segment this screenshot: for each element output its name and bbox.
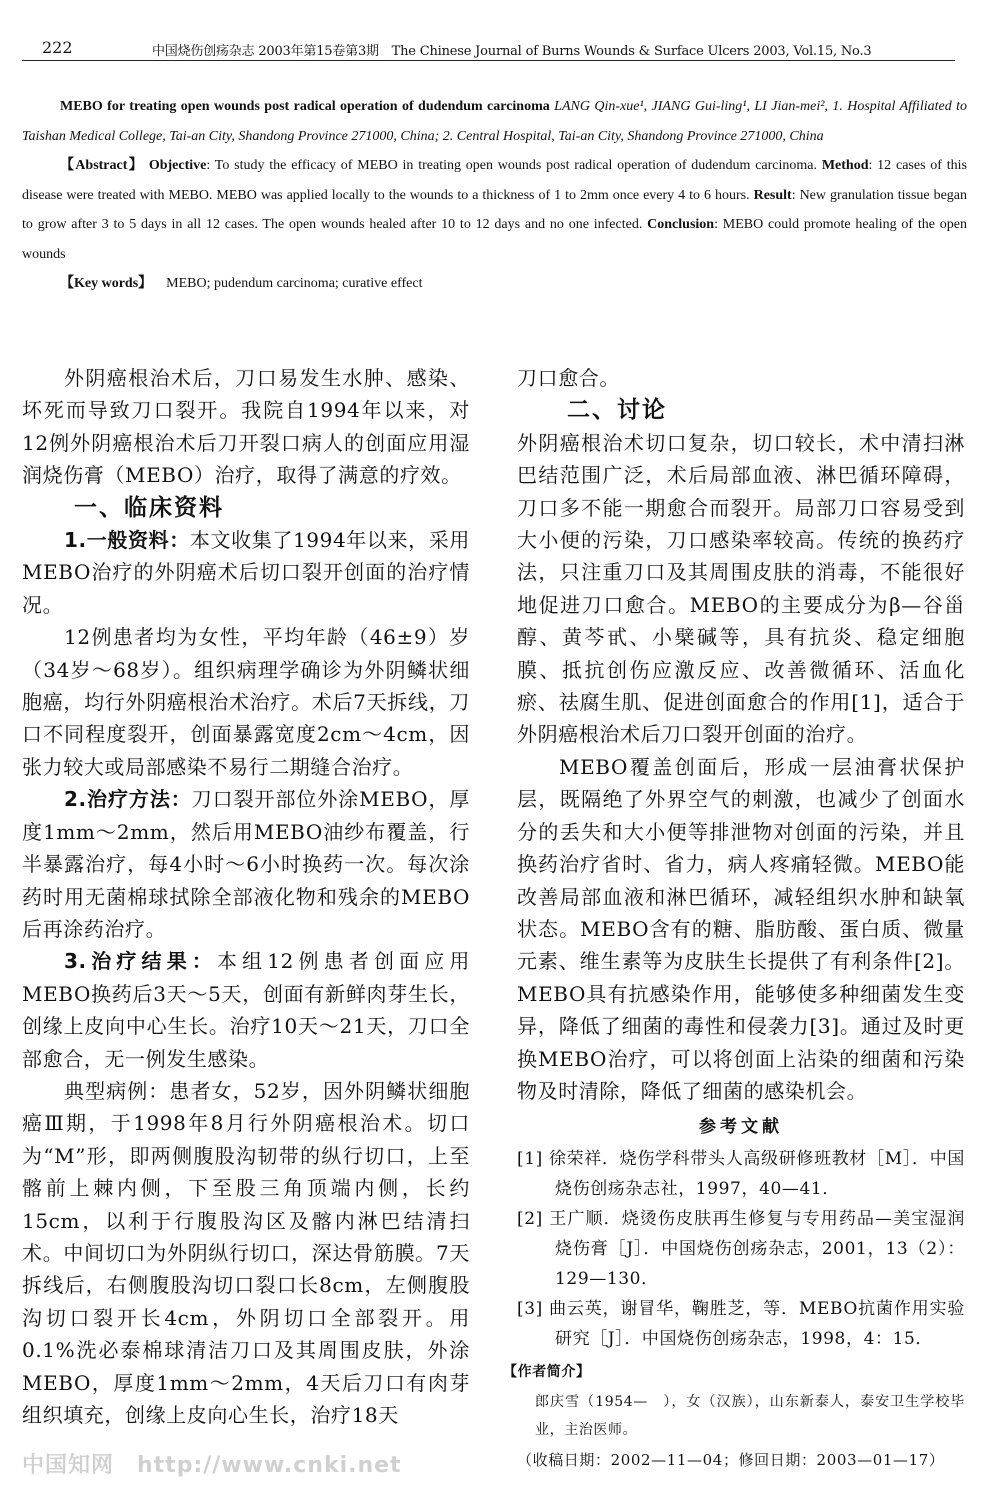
objective-text: : To study the efficacy of MEBO in treating open wounds post radical operation of dudendum carcinoma. bbox=[206, 158, 817, 173]
author-intro-heading: 【作者简介】 bbox=[503, 1363, 591, 1380]
keywords-label: 【Key words】 bbox=[60, 276, 153, 291]
abstract-authors: LANG Qin-xue¹, JIANG Gui-ling¹, LI Jian-mei², 1. Hospital Affiliated to Taishan Medical College, Tai-an City, Shandong Province 271000, China; 2. Central Hospital, Tai-an City, Shandong Province 271000, China bbox=[22, 99, 968, 144]
method-text-cn: 刀口裂开部位外涂MEBO，厚度1mm～2mm，然后用MEBO油纱布覆盖，行半暴露治疗，每4小时～6小时换药一次。每次涂药时用无菌棉球拭除全部液化物和残余的MEBO后再涂药治疗。 bbox=[22, 787, 470, 941]
result-label: Result bbox=[753, 187, 792, 203]
section-1-heading: 一、临床资料 bbox=[74, 494, 224, 521]
conclusion-text: : MEBO could promote healing of the open wounds bbox=[22, 217, 968, 262]
result-text: : New granulation tissue began to grow after 3 to 5 days in all 12 cases. The open wounds healed after 10 to 12 days and no one infected. bbox=[22, 187, 968, 232]
left-column bbox=[22, 362, 470, 1431]
watermark: 中国知网 http://www.cnki.net bbox=[22, 1453, 402, 1478]
general-data-label: 1.一般资料： bbox=[64, 528, 190, 553]
page-number: 222 bbox=[42, 38, 73, 57]
general-data-paragraph bbox=[22, 524, 470, 621]
general-data-text: 本文收集了1994年以来，采用MEBO治疗的外阴癌术后切口裂开创面的治疗情况。 bbox=[22, 528, 471, 617]
discussion-paragraph-2: MEBO覆盖创面后，形成一层油膏状保护层，既隔绝了外界空气的刺激，也减少了创面水分的丢失和大小便等排泄物对创面的污染，并且换药治疗省时、省力，病人疼痛轻微。MEBO能改善局部血液和淋巴循环，减轻组织水肿和缺氧状态。MEBO含有的糖、脂肪酸、蛋白质、微量元素、维生素等为皮肤生长提供了有利条件[2]。MEBO具有抗感染作用，能够使多种细菌发生变异，降低了细菌的毒性和侵袭力[3]。通过及时更换MEBO治疗，可以将创面上沾染的细菌和污染物及时清除，降低了细菌的感染机会。 bbox=[517, 754, 965, 1103]
result-paragraph bbox=[22, 945, 470, 1075]
keywords-text: MEBO; pudendum carcinoma; curative effect bbox=[166, 276, 423, 291]
reference-item: [3] 曲云英，谢冒华，鞠胜芝，等．MEBO抗菌作用实验研究［J］．中国烧伤创疡杂志，1998，4：15． bbox=[517, 1298, 965, 1349]
section-2-heading: 二、讨论 bbox=[567, 397, 667, 424]
method-label-cn: 2.治疗方法： bbox=[64, 787, 192, 812]
method-label: Method bbox=[821, 158, 869, 173]
journal-line: 中国烧伤创疡杂志 2003年第15卷第3期 The Chinese Journal of Burns Wounds & Surface Ulcers 2003, Vol.15, No.3 bbox=[152, 44, 872, 59]
right-column bbox=[503, 362, 965, 1477]
case-paragraph: 典型病例：患者女，52岁，因外阴鳞状细胞癌Ⅲ期，于1998年8月行外阴癌根治术。切口为“M”形，即两侧腹股沟韧带的纵行切口，上至髂前上棘内侧，下至股三角顶端内侧，长约15cm，以利于行腹股沟区及髂内淋巴结清扫术。中间切口为外阴纵行切口，深达骨筋膜。7天拆线后，右侧腹股沟切口裂口长8cm，左侧腹股沟切口裂开长4cm，外阴切口全部裂开。用0.1%洗必泰棉球清洁刀口及其周围皮肤，外涂MEBO，厚度1mm～2mm，4天后刀口有肉芽组织填充，创缘上皮向心生长，治疗18天 bbox=[22, 1078, 470, 1427]
continued-text: 刀口愈合。 bbox=[517, 366, 620, 390]
intro-paragraph: 外阴癌根治术后，刀口易发生水肿、感染、坏死而导致刀口裂开。我院自1994年以来，对12例外阴癌根治术后刀开裂口病人的创面应用湿润烧伤膏（MEBO）治疗，取得了满意的疗效。 bbox=[22, 366, 470, 488]
method-paragraph bbox=[22, 783, 470, 945]
english-abstract bbox=[22, 92, 967, 299]
author-intro-text: 郎庆雪（1954— ），女（汉族），山东新泰人，泰安卫生学校毕业，主治医师。 bbox=[535, 1394, 965, 1439]
method-text: : 12 cases of this disease were treated with MEBO. MEBO was applied locally to the wounds to a thickness of 1 to 2mm once every 4 to 6 hours. bbox=[22, 158, 968, 203]
received-dates: （收稿日期：2002—11—04；修回日期：2003—01—17） bbox=[517, 1451, 945, 1470]
abstract-title: MEBO for treating open wounds post radical operation of dudendum carcinoma bbox=[60, 99, 550, 114]
reference-item: [2] 王广顺．烧烫伤皮肤再生修复与专用药品—美宝湿润烧伤膏［J］．中国烧伤创疡杂志，2001，13（2）：129—130． bbox=[517, 1208, 965, 1289]
result-text-cn: 本组12例患者创面应用MEBO换药后3天～5天，创面有新鲜肉芽生长，创缘上皮向中心生长。治疗10天～21天，刀口全部愈合，无一例发生感染。 bbox=[22, 949, 470, 1071]
result-label-cn: 3.治疗结果： bbox=[64, 949, 218, 974]
conclusion-label: Conclusion bbox=[647, 217, 715, 232]
patients-paragraph: 12例患者均为女性，平均年龄（46±9）岁（34岁～68岁）。组织病理学确诊为外阴鳞状细胞癌，均行外阴癌根治术治疗。术后7天拆线，刀口不同程度裂开，创面暴露宽度2cm～4cm，因张力较大或局部感染不易行二期缝合治疗。 bbox=[22, 625, 470, 779]
page-header bbox=[22, 38, 955, 61]
reference-item: [1] 徐荣祥．烧伤学科带头人高级研修班教材［M］．中国烧伤创疡杂志社，1997，40—41． bbox=[517, 1148, 965, 1199]
references-heading: 参考文献 bbox=[699, 1117, 783, 1138]
objective-label: Objective bbox=[148, 158, 207, 173]
abstract-label: 【Abstract】 bbox=[60, 158, 144, 173]
discussion-paragraph-1: 外阴癌根治术切口复杂，切口较长，术中清扫淋巴结范围广泛，术后局部血液、淋巴循环障碍，刀口多不能一期愈合而裂开。局部刀口容易受到大小便的污染，刀口感染率较高。传统的换药疗法，只注重刀口及其周围皮肤的消毒，不能很好地促进刀口愈合。MEBO的主要成分为β—谷甾醇、黄芩甙、小檗碱等，具有抗炎、稳定细胞膜、抵抗创伤应激反应、改善微循环、活血化瘀、祛腐生肌、促进创面愈合的作用[1]，适合于外阴癌根治术后刀口裂开创面的治疗。 bbox=[517, 430, 965, 747]
